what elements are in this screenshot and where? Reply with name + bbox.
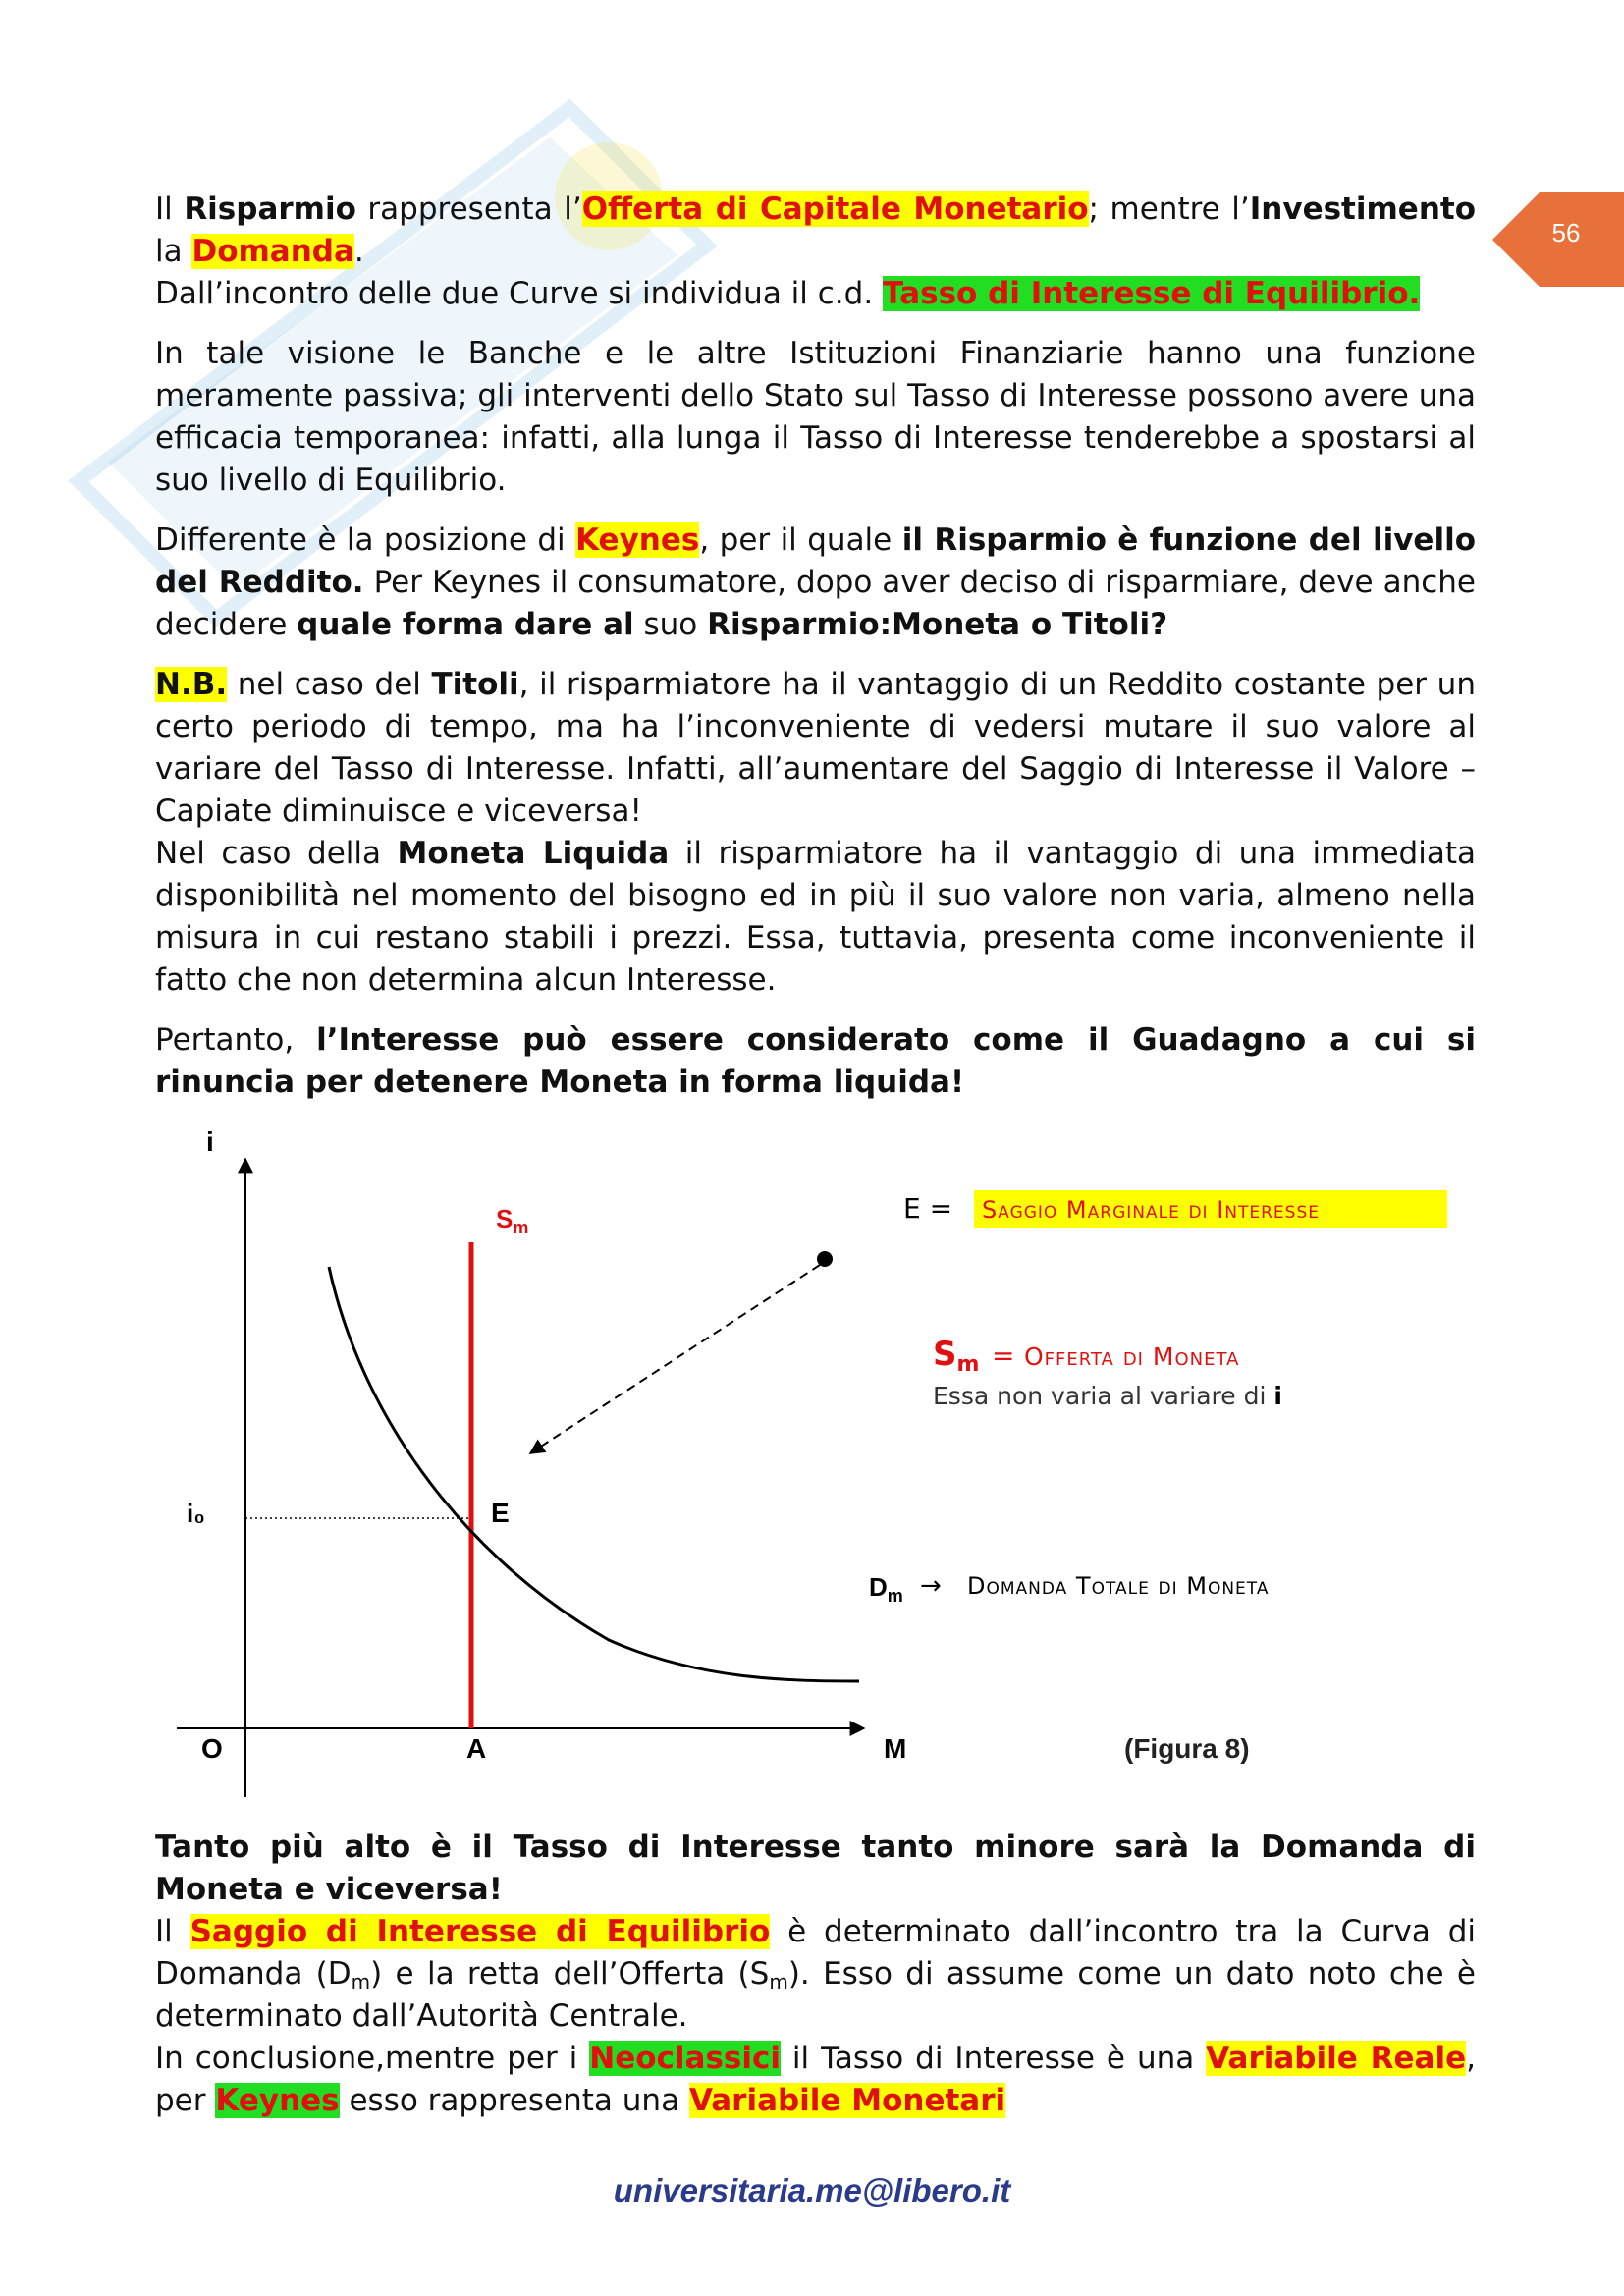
paragraph-saggio: Il Saggio di Interesse di Equilibrio è determinato dall’incontro tra la Curva di Domanda $(D_m)$ e la retta dell’Offerta $(S_m)$. Esso di assume come un dato noto che è determinato dall’Autorità Centrale. — [155, 1914, 1477, 2034]
point-a-label: A — [466, 1733, 487, 1764]
point-e-label: E — [491, 1498, 510, 1528]
legend-dm-text: Domanda Totale di Moneta — [967, 1572, 1270, 1600]
paragraph-keynes: Differente è la posizione di Keynes, per il quale il Risparmio è funzione del livello del Reddito. Per Keynes il consumatore, dopo aver deciso di risparmiare, deve anche decidere quale forma dare al suo Risparmio:Moneta o Titoli? — [155, 522, 1476, 642]
dashed-pointer-arrow — [530, 1265, 820, 1453]
legend-e-text: Saggio Marginale di Interesse — [982, 1196, 1320, 1224]
legend-sm-note: Essa non varia al variare di i — [933, 1382, 1282, 1410]
legend-e-symbol: E = — [903, 1192, 953, 1225]
figure-caption: (Figura 8) — [1124, 1733, 1250, 1764]
paragraph-titoli: N.B. nel caso del Titoli, il risparmiatore ha il vantaggio di un Reddito costante per un certo periodo di tempo, ma ha l’inconveniente di vedersi mutare il suo valore al variare del Tasso di Interesse. Infatti, all’aumentare del Saggio di Interesse il Valore – Capiate diminuisce e viceversa! — [155, 667, 1476, 829]
sm-label: $S_m$ — [496, 1204, 529, 1237]
paragraph-tanto-piu: Tanto più alto è il Tasso di Interesse tanto minore sarà la Domanda di Moneta e viceversa! — [155, 1830, 1476, 1907]
paragraph-conclusione: In conclusione,mentre per i Neoclassici il Tasso di Interesse è una Variabile Reale, per Keynes esso rappresenta una Variabile Monetari — [155, 2041, 1476, 2118]
legend-sm-text: Offerta di Moneta — [1024, 1342, 1240, 1371]
origin-label: O — [201, 1733, 223, 1764]
legend-dm-arrow: → — [920, 1571, 942, 1601]
x-axis-label: M — [884, 1733, 907, 1764]
body-text-top — [155, 189, 1476, 1121]
paragraph-incontro: Dall’incontro delle due Curve si individua il c.d. Tasso di Interesse di Equilibrio. — [155, 276, 1421, 311]
paragraph-risparmio: Il Risparmio rappresenta l’Offerta di Capitale Monetario; mentre l’Investimento la Domanda. — [155, 191, 1477, 269]
page-number: 56 — [1551, 218, 1581, 247]
paragraph-pertanto: Pertanto, l’Interesse può essere considerato come il Guadagno a cui si rinuncia per detenere Moneta in forma liquida! — [155, 1022, 1476, 1100]
paragraph-banche: In tale visione le Banche e le altre Istituzioni Finanziarie hanno una funzione meramente passiva; gli interventi dello Stato sul Tasso di Interesse possono avere una efficacia temporanea: infatti, alla lunga il Tasso di Interesse tenderebbe a spostarsi al suo livello di Equilibrio. — [155, 336, 1476, 498]
legend-sm-eq: = — [992, 1339, 1015, 1372]
money-market-diagram — [147, 1129, 1502, 1817]
paragraph-moneta-liquida: Nel caso della Moneta Liquida il risparmiatore ha il vantaggio di una immediata disponibilità nel momento del bisogno ed in più il suo valore non varia, almeno nella misura in cui restano stabili i prezzi. Essa, tuttavia, presenta come inconveniente il fatto che non determina alcun Interesse. — [155, 836, 1476, 998]
footer-email: universitaria.me@libero.it — [613, 2172, 1011, 2209]
y-axis-label: i — [206, 1129, 214, 1157]
i0-label: i₀ — [187, 1499, 205, 1528]
money-demand-curve — [329, 1267, 859, 1681]
legend-dm-symbol: $D_m$ — [869, 1572, 903, 1606]
legend-sm-symbol: Sm — [933, 1335, 980, 1377]
body-text-bottom — [155, 1827, 1476, 2122]
